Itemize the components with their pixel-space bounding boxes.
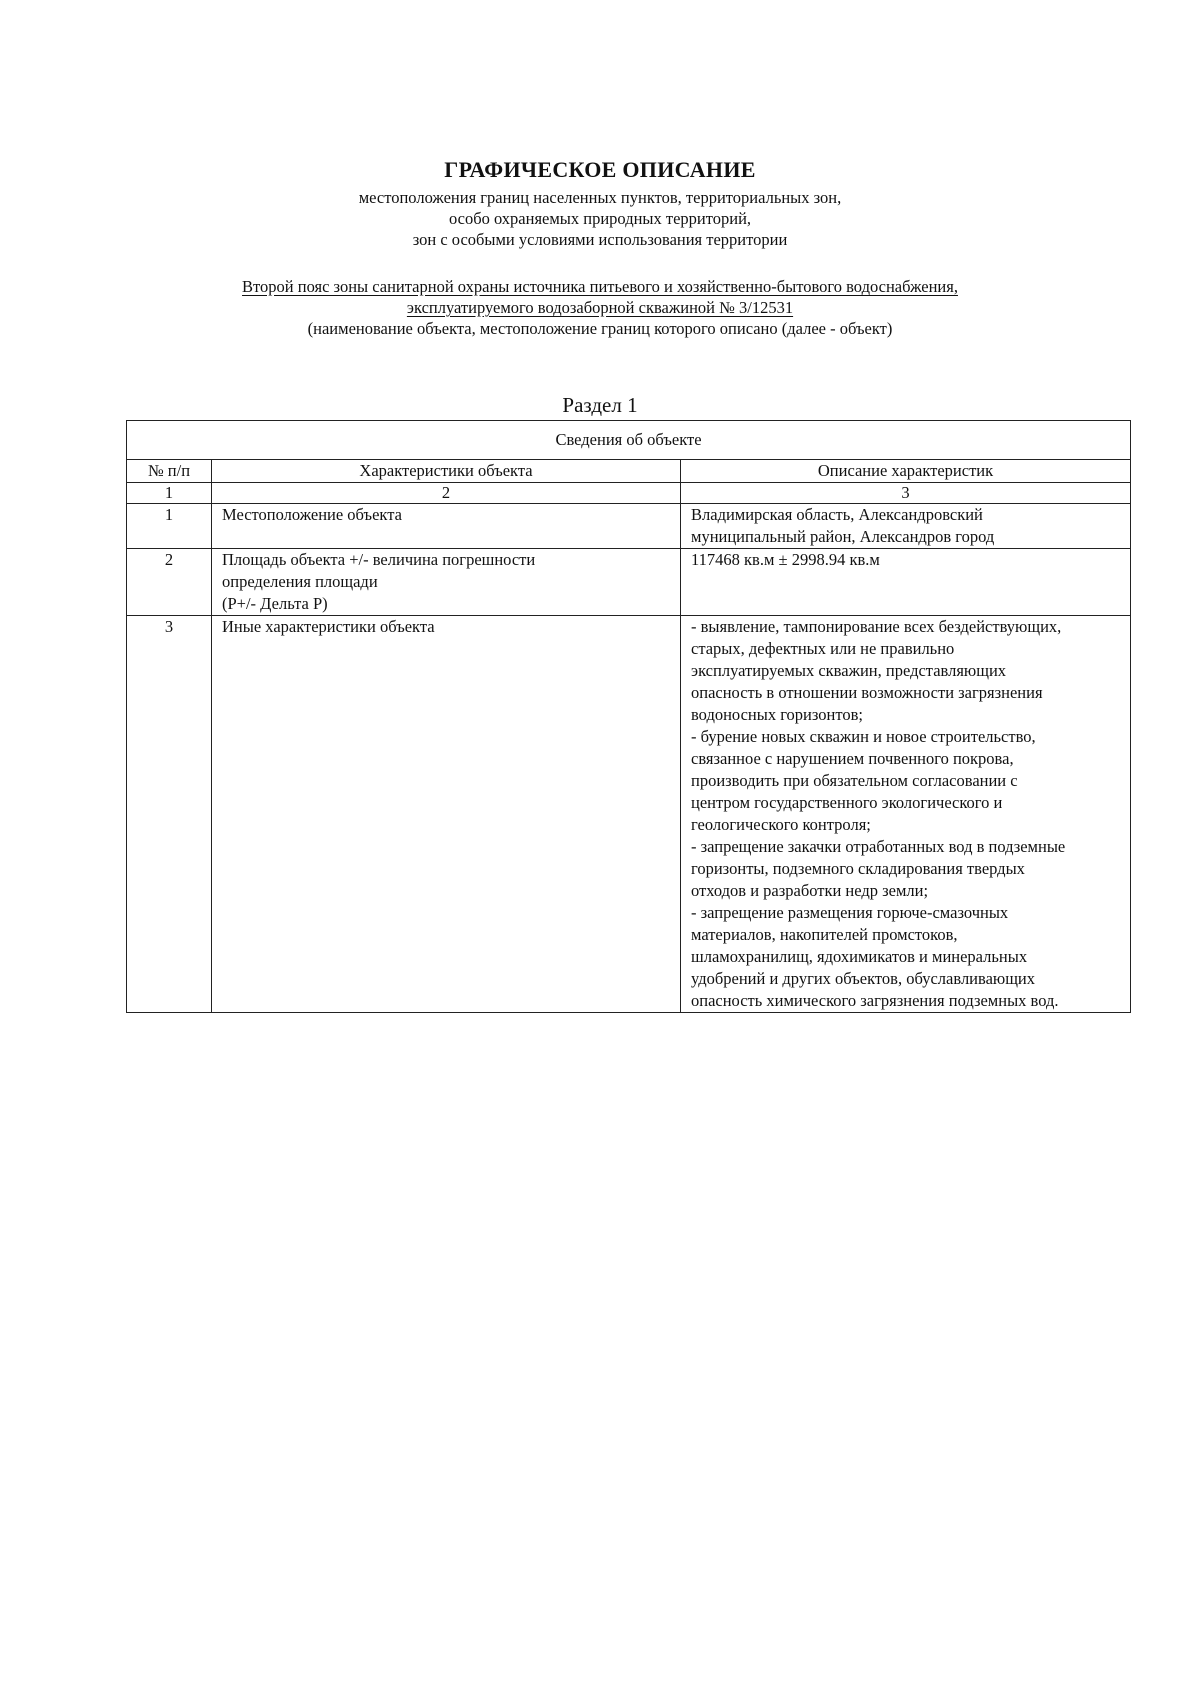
description-line: опасность в отношении возможности загрязнения: [691, 683, 1043, 702]
table-row: [127, 549, 1131, 616]
column-header-characteristic: Характеристики объекта: [212, 460, 681, 483]
row-characteristic: [212, 616, 681, 1013]
object-name-caption: (наименование объекта, местоположение границ которого описано (далее - объект): [307, 319, 893, 338]
document-subtitle: [0, 187, 1200, 250]
description-line: горизонты, подземного складирования твердых: [691, 859, 1025, 878]
document-title: ГРАФИЧЕСКОЕ ОПИСАНИЕ: [444, 157, 756, 182]
description-line: центром государственного экологического и: [691, 793, 1003, 812]
subtitle-line: зон с особыми условиями использования территории: [412, 230, 788, 249]
characteristic-line: Местоположение объекта: [222, 505, 402, 524]
table-header-row: [127, 460, 1131, 483]
row-characteristic: [212, 549, 681, 616]
description-line: - выявление, тампонирование всех бездействующих,: [691, 617, 1062, 636]
description-line: материалов, накопителей промстоков,: [691, 925, 958, 944]
row-number: 1: [127, 504, 212, 549]
description-line: шламохранилищ, ядохимикатов и минеральных: [691, 947, 1028, 966]
table-title: Сведения об объекте: [127, 421, 1131, 460]
row-number: 2: [127, 549, 212, 616]
description-line: удобрений и других объектов, обуславливающих: [691, 969, 1036, 988]
characteristic-line: определения площади: [222, 572, 378, 591]
object-name-line: эксплуатируемого водозаборной скважиной № 3/12531: [406, 298, 794, 317]
row-number: 3: [127, 616, 212, 1013]
object-info-table: [126, 420, 1131, 1013]
description-line: - бурение новых скважин и новое строительство,: [691, 727, 1036, 746]
row-description: [681, 616, 1131, 1013]
row-description: [681, 504, 1131, 549]
characteristic-line: Иные характеристики объекта: [222, 617, 435, 636]
description-line: 117468 кв.м ± 2998.94 кв.м: [691, 550, 880, 569]
column-number: 3: [681, 483, 1131, 504]
description-line: водоносных горизонтов;: [691, 705, 864, 724]
section-title: Раздел 1: [562, 393, 638, 417]
subtitle-line: местоположения границ населенных пунктов, территориальных зон,: [358, 188, 842, 207]
column-header-description: Описание характеристик: [681, 460, 1131, 483]
table-row: [127, 616, 1131, 1013]
description-line: связанное с нарушением почвенного покрова,: [691, 749, 1014, 768]
description-line: эксплуатируемых скважин, представляющих: [691, 661, 1007, 680]
characteristic-line: Площадь объекта +/- величина погрешности: [222, 550, 536, 569]
description-line: - запрещение закачки отработанных вод в подземные: [691, 837, 1066, 856]
subtitle-line: особо охраняемых природных территорий,: [448, 209, 752, 228]
description-line: старых, дефектных или не правильно: [691, 639, 955, 658]
description-line: геологического контроля;: [691, 815, 871, 834]
row-characteristic: [212, 504, 681, 549]
description-line: отходов и разработки недр земли;: [691, 881, 929, 900]
object-name-line: Второй пояс зоны санитарной охраны источника питьевого и хозяйственно-бытового водоснабжения,: [242, 277, 958, 296]
column-number-row: [127, 483, 1131, 504]
object-name-block: [0, 276, 1200, 339]
description-line: производить при обязательном согласовании с: [691, 771, 1018, 790]
description-line: муниципальный район, Александров город: [691, 527, 995, 546]
row-description: [681, 549, 1131, 616]
description-line: - запрещение размещения горюче-смазочных: [691, 903, 1009, 922]
table-row: [127, 504, 1131, 549]
column-number: 1: [127, 483, 212, 504]
description-line: опасность химического загрязнения подземных вод.: [691, 991, 1059, 1010]
column-number: 2: [212, 483, 681, 504]
characteristic-line: (P+/- Дельта P): [222, 594, 328, 613]
description-line: Владимирская область, Александровский: [691, 505, 983, 524]
column-header-number: № п/п: [127, 460, 212, 483]
